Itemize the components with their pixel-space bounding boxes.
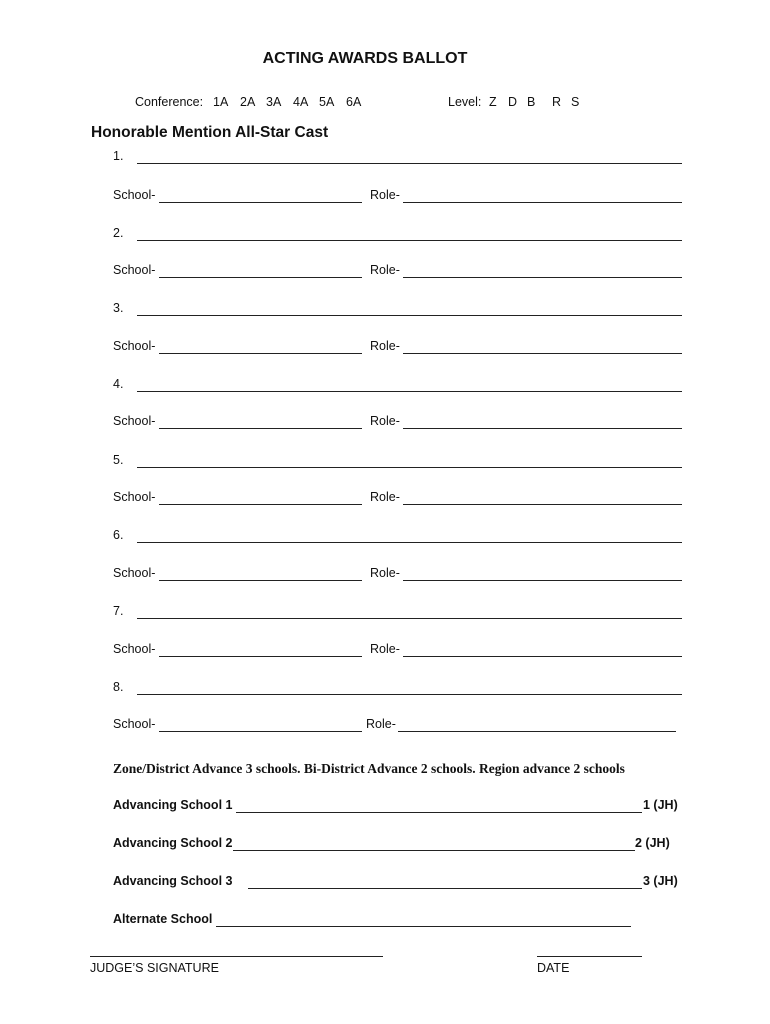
conference-option-6a[interactable]: 6A [346, 95, 362, 109]
advancing-school-1-field[interactable] [236, 812, 642, 813]
role-field[interactable] [403, 202, 682, 203]
signature-label: JUDGE’S SIGNATURE [90, 961, 219, 975]
conference-label: Conference: [135, 95, 204, 109]
conference-option-4a[interactable]: 4A [293, 95, 309, 109]
role-field[interactable] [403, 428, 682, 429]
conference-option-2a[interactable]: 2A [240, 95, 256, 109]
advancing-school-3-field[interactable] [248, 888, 642, 889]
school-field[interactable] [159, 353, 362, 354]
entry-name-line[interactable] [137, 467, 682, 468]
advancement-note: Zone/District Advance 3 schools. Bi-District Advance 2 schools. Region advance 2 schools [113, 761, 625, 776]
role-field[interactable] [403, 580, 682, 581]
entry-name-line[interactable] [137, 618, 682, 619]
level-option-z[interactable]: Z [489, 95, 497, 109]
entry-number: 4. [113, 377, 124, 391]
entry-name-line[interactable] [137, 163, 682, 164]
school-field[interactable] [159, 277, 362, 278]
role-label: Role- [370, 566, 400, 580]
role-field[interactable] [403, 656, 682, 657]
entry-number: 7. [113, 604, 124, 618]
role-field[interactable] [398, 731, 676, 732]
entry-name-line[interactable] [137, 694, 682, 695]
entry-number: 3. [113, 301, 124, 315]
advancing-school-1-suffix: 1 (JH) [643, 798, 678, 812]
role-label: Role- [370, 339, 400, 353]
school-label: School- [113, 566, 156, 580]
date-label: DATE [537, 961, 570, 975]
entry-number: 6. [113, 528, 124, 542]
school-field[interactable] [159, 731, 362, 732]
entry-number: 8. [113, 680, 124, 694]
entry-number: 1. [113, 149, 124, 163]
advancing-school-3-suffix: 3 (JH) [643, 874, 678, 888]
role-field[interactable] [403, 504, 682, 505]
school-field[interactable] [159, 428, 362, 429]
page-title: ACTING AWARDS BALLOT [262, 50, 468, 67]
role-field[interactable] [403, 277, 682, 278]
school-field[interactable] [159, 656, 362, 657]
role-label: Role- [370, 263, 400, 277]
level-option-d[interactable]: D [508, 95, 518, 109]
role-label: Role- [370, 414, 400, 428]
level-label: Level: [448, 95, 482, 109]
level-option-s[interactable]: S [571, 95, 580, 109]
advancing-school-3-label: Advancing School 3 [113, 874, 233, 888]
advancing-school-2-label: Advancing School 2 [113, 836, 233, 850]
school-label: School- [113, 263, 156, 277]
section-heading: Honorable Mention All-Star Cast [91, 124, 329, 141]
role-label: Role- [370, 490, 400, 504]
entry-name-line[interactable] [137, 391, 682, 392]
alternate-school-label: Alternate School [113, 912, 213, 926]
role-label: Role- [370, 188, 400, 202]
conference-option-5a[interactable]: 5A [319, 95, 335, 109]
entry-name-line[interactable] [137, 542, 682, 543]
signature-line[interactable] [90, 956, 383, 957]
school-field[interactable] [159, 504, 362, 505]
school-label: School- [113, 642, 156, 656]
role-label: Role- [366, 717, 396, 731]
entry-name-line[interactable] [137, 315, 682, 316]
conference-option-3a[interactable]: 3A [266, 95, 282, 109]
advancing-school-1-label: Advancing School 1 [113, 798, 233, 812]
role-label: Role- [370, 642, 400, 656]
school-field[interactable] [159, 202, 362, 203]
level-option-r[interactable]: R [552, 95, 562, 109]
school-label: School- [113, 188, 156, 202]
school-field[interactable] [159, 580, 362, 581]
school-label: School- [113, 717, 156, 731]
level-option-b[interactable]: B [527, 95, 536, 109]
role-field[interactable] [403, 353, 682, 354]
date-line[interactable] [537, 956, 642, 957]
entry-name-line[interactable] [137, 240, 682, 241]
school-label: School- [113, 490, 156, 504]
entry-number: 2. [113, 226, 124, 240]
advancing-school-2-suffix: 2 (JH) [635, 836, 670, 850]
conference-option-1a[interactable]: 1A [213, 95, 229, 109]
school-label: School- [113, 414, 156, 428]
advancing-school-2-field[interactable] [233, 850, 635, 851]
entry-number: 5. [113, 453, 124, 467]
school-label: School- [113, 339, 156, 353]
alternate-school-field[interactable] [216, 926, 631, 927]
